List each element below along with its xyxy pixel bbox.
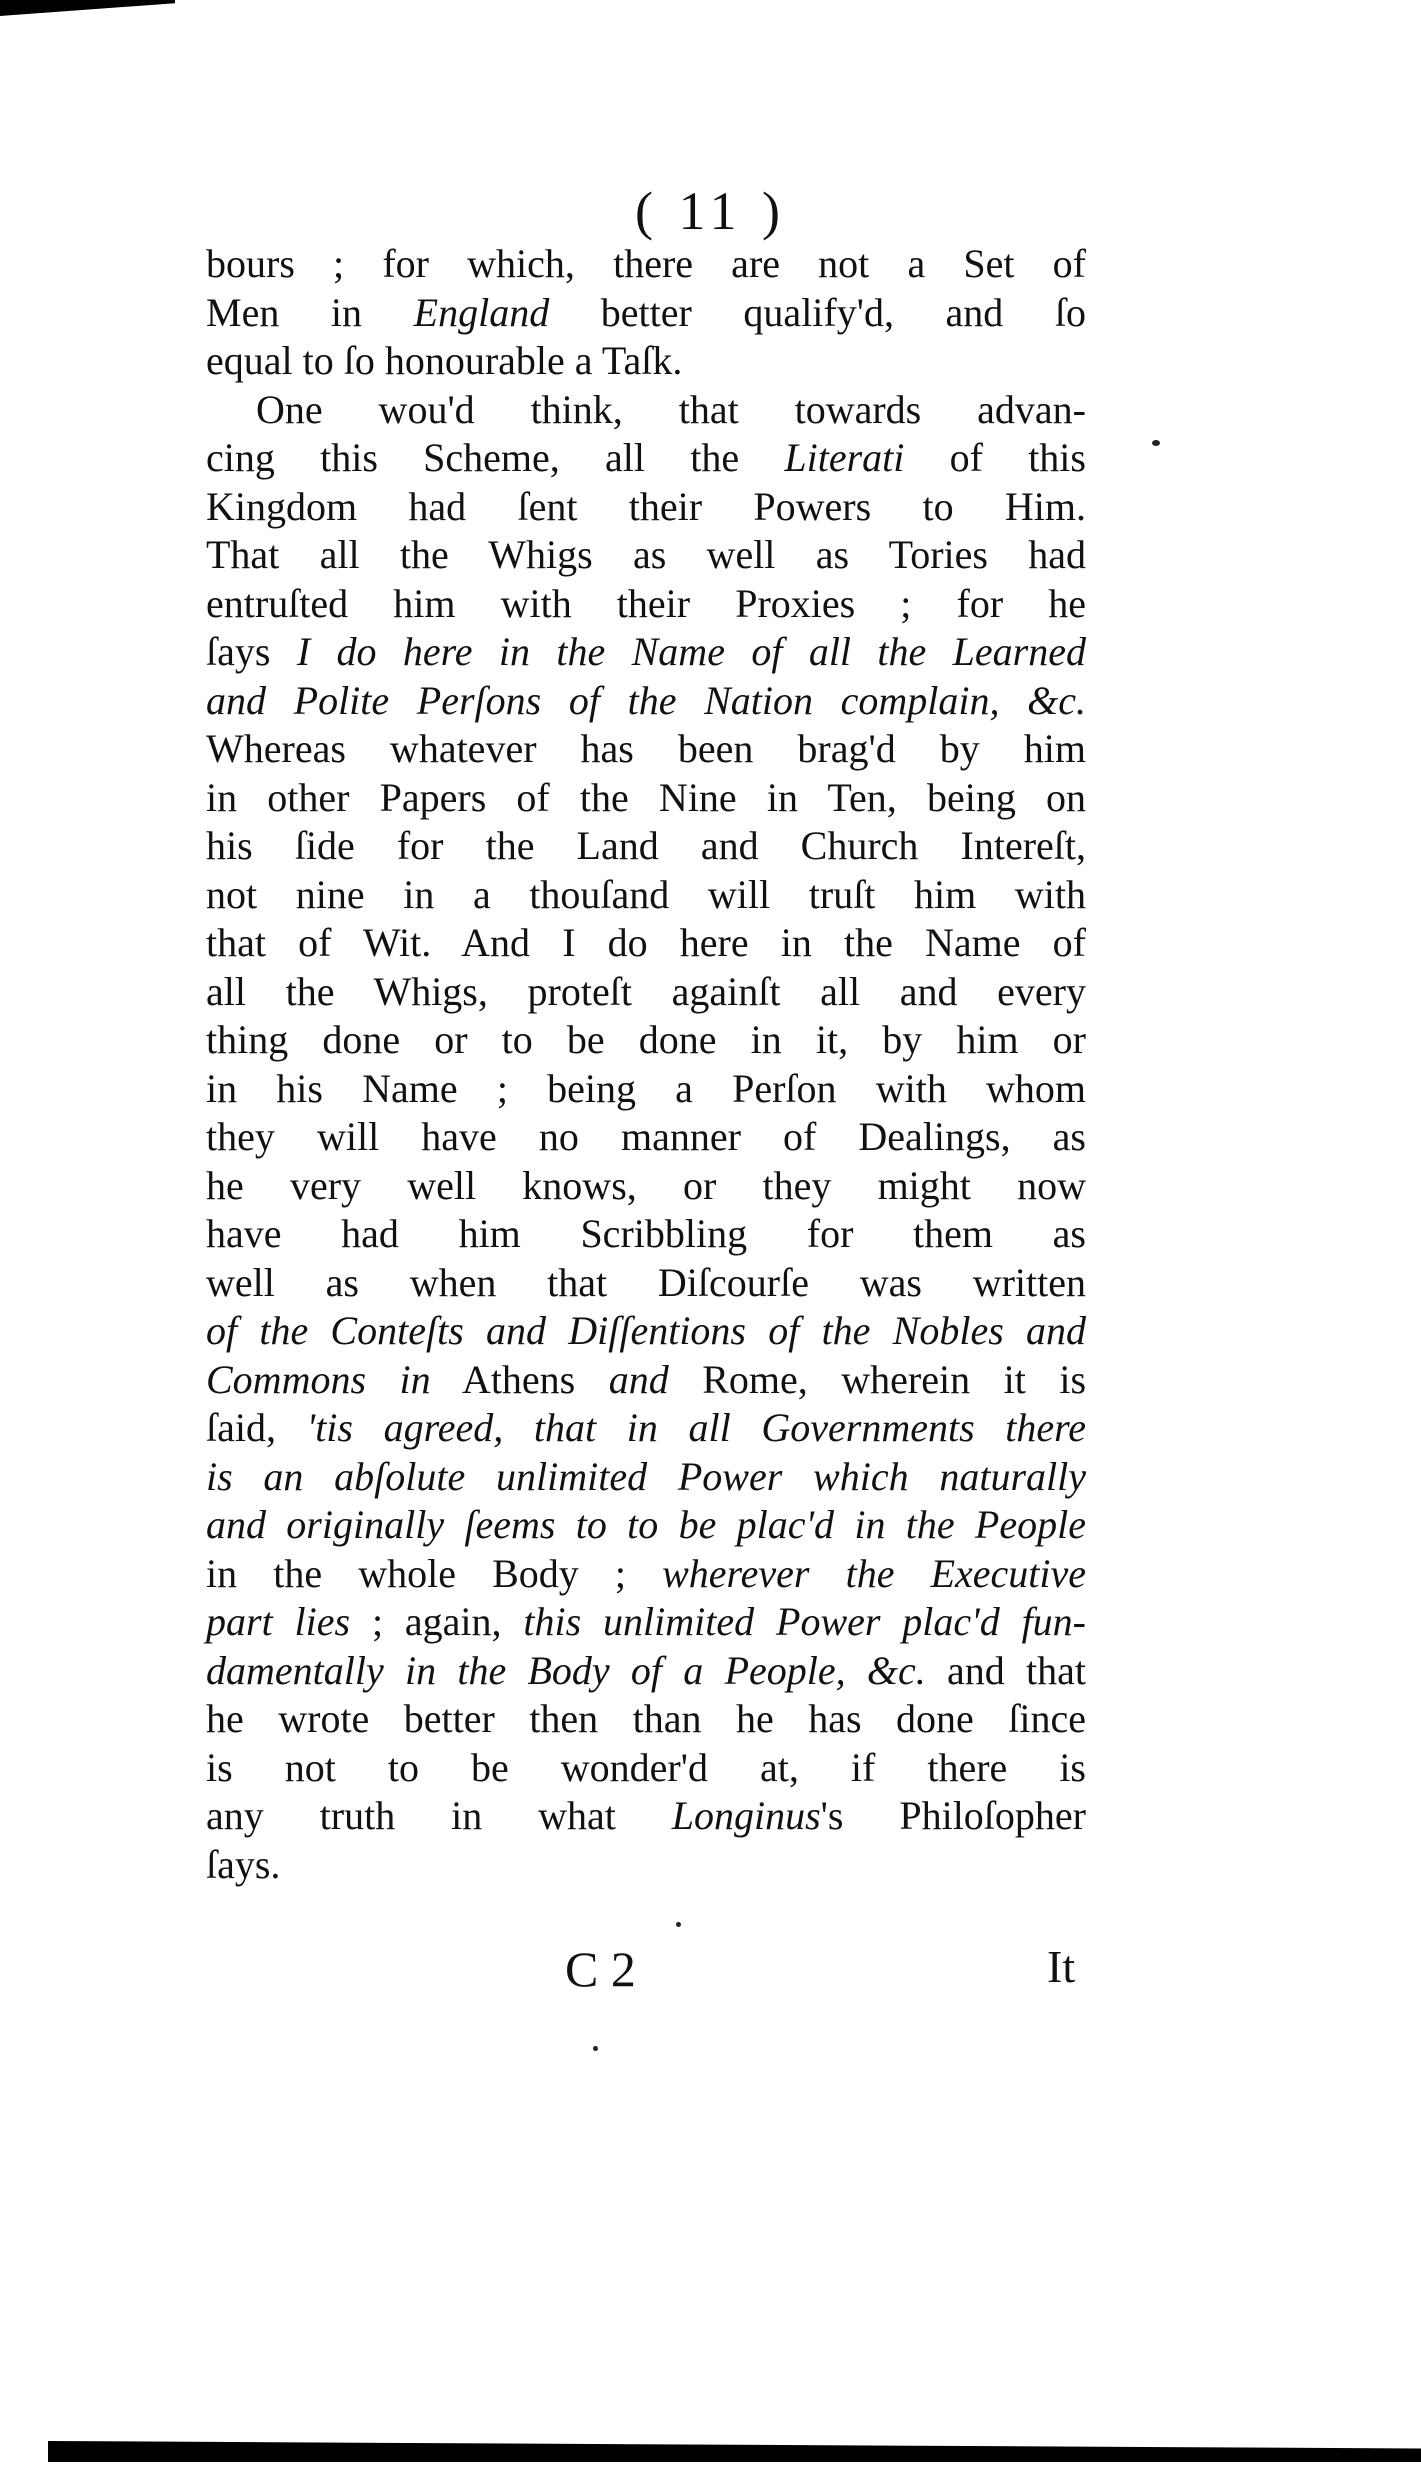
text-run: ſays. [206, 1841, 281, 1887]
text-run: Whereas whatever has been brag'd by him [206, 726, 1086, 771]
text-run: ſaid, [206, 1405, 307, 1450]
text-run: and that [925, 1647, 1087, 1693]
text-line [206, 1550, 1086, 1599]
italic-run: damentally in the Body of a People, &c. [206, 1647, 926, 1693]
text-run: in the whole Body ; [206, 1550, 663, 1596]
text-line [206, 386, 1086, 435]
text-line [206, 1162, 1086, 1211]
text-line [206, 1259, 1086, 1308]
text-run: Rome, wherein it is [668, 1356, 1087, 1402]
italic-run: and Polite Perſons of the Nation complain, &c. [206, 677, 1086, 723]
text-run: is not to be wonder'd at, if there is [206, 1744, 1086, 1790]
text-line [206, 1598, 1086, 1647]
text-line [206, 1841, 1086, 1890]
text-line [206, 628, 1086, 677]
text-run: in his Name ; being a Perſon with whom [206, 1065, 1086, 1111]
text-run: better qualify'd, and ſo [549, 289, 1087, 335]
italic-run: I do here in the Name of all the Learned [296, 629, 1086, 674]
italic-run: Literati [784, 435, 905, 480]
text-run: all the Whigs, proteſt againſt all and every [206, 968, 1086, 1014]
text-line [206, 725, 1086, 774]
text-line [206, 1356, 1086, 1405]
italic-run: this unlimited Power plac'd fun- [523, 1599, 1087, 1644]
text-line [206, 968, 1086, 1017]
text-run: of this [904, 435, 1086, 480]
text-run: they will have no manner of Dealings, as [206, 1114, 1086, 1159]
text-line [206, 774, 1086, 823]
text-line [206, 240, 1086, 289]
italic-run: is an abſolute unlimited Power which naturally [206, 1453, 1086, 1499]
text-run: ; again, [350, 1599, 524, 1644]
text-line [206, 1792, 1086, 1841]
text-line [206, 434, 1086, 483]
text-run: in other Papers of the Nine in Ten, being on [206, 774, 1086, 820]
page-number: ( 11 ) [635, 181, 786, 241]
text-line [206, 1453, 1086, 1502]
ink-speck [676, 1922, 681, 1927]
text-run: entruſted him with their Proxies ; for he [206, 580, 1086, 626]
italic-run: part lies [206, 1599, 351, 1644]
text-line [206, 1501, 1086, 1550]
text-line [206, 531, 1086, 580]
text-line [206, 677, 1086, 726]
text-run: ſays [206, 629, 297, 674]
text-run: have had him Scribbling for them as [206, 1211, 1086, 1256]
text-line [206, 289, 1086, 338]
text-run: One wou'd think, that towards advan- [256, 386, 1086, 432]
text-run: bours ; for which, there are not a Set of [206, 241, 1086, 286]
text-run: Kingdom had ſent their Powers to Him. [206, 483, 1086, 529]
italic-run: Longinus [671, 1793, 821, 1838]
text-run: equal to ſo honourable a Taſk. [206, 338, 683, 383]
text-line [206, 483, 1086, 532]
italic-run: of the Conteſts and Diſſentions of the Nobles and [206, 1308, 1086, 1353]
text-run: he wrote better then than he has done ſince [206, 1696, 1086, 1741]
top-border-rule [0, 0, 175, 16]
text-run: Athens [430, 1356, 609, 1402]
text-run: not nine in a thouſand will truſt him with [206, 871, 1086, 917]
text-run: Men in [206, 289, 414, 335]
italic-run: 'tis agreed, that in all Governments there [306, 1405, 1086, 1450]
text-run: his ſide for the Land and Church Intereſt, [206, 823, 1086, 868]
text-run: well as when that Diſcourſe was written [206, 1259, 1086, 1305]
text-run: That all the Whigs as well as Tories had [206, 532, 1086, 577]
text-line [206, 871, 1086, 920]
text-line [206, 1404, 1086, 1453]
text-line [206, 1210, 1086, 1259]
text-run: thing done or to be done in it, by him or [206, 1017, 1086, 1062]
text-line [206, 1647, 1086, 1696]
italic-run: Commons in [206, 1356, 431, 1402]
text-line [206, 919, 1086, 968]
catchword: It [1047, 1941, 1076, 1992]
ink-speck [593, 2046, 598, 2051]
text-line [206, 580, 1086, 629]
text-line [206, 1695, 1086, 1744]
italic-run: wherever the Executive [662, 1550, 1087, 1596]
text-run: that of Wit. And I do here in the Name of [206, 920, 1086, 965]
text-line [206, 1307, 1086, 1356]
text-line [206, 1744, 1086, 1793]
italic-run: and [608, 1356, 669, 1402]
text-run: 's Philoſopher [820, 1793, 1086, 1838]
text-run: he very well knows, or they might now [206, 1162, 1086, 1208]
text-run: cing this Scheme, all the [206, 435, 785, 480]
text-line [206, 1113, 1086, 1162]
italic-run: and originally ſeems to to be plac'd in the People [206, 1502, 1086, 1547]
text-line [206, 1065, 1086, 1114]
bottom-border-rule [48, 2432, 1421, 2462]
body-text [206, 240, 1086, 1889]
italic-run: England [413, 289, 550, 335]
text-line [206, 822, 1086, 871]
text-line [206, 1016, 1086, 1065]
signature-mark: C 2 [565, 1941, 636, 1997]
margin-speck [1152, 440, 1160, 446]
text-run: any truth in what [206, 1793, 672, 1838]
text-line [206, 337, 1086, 386]
